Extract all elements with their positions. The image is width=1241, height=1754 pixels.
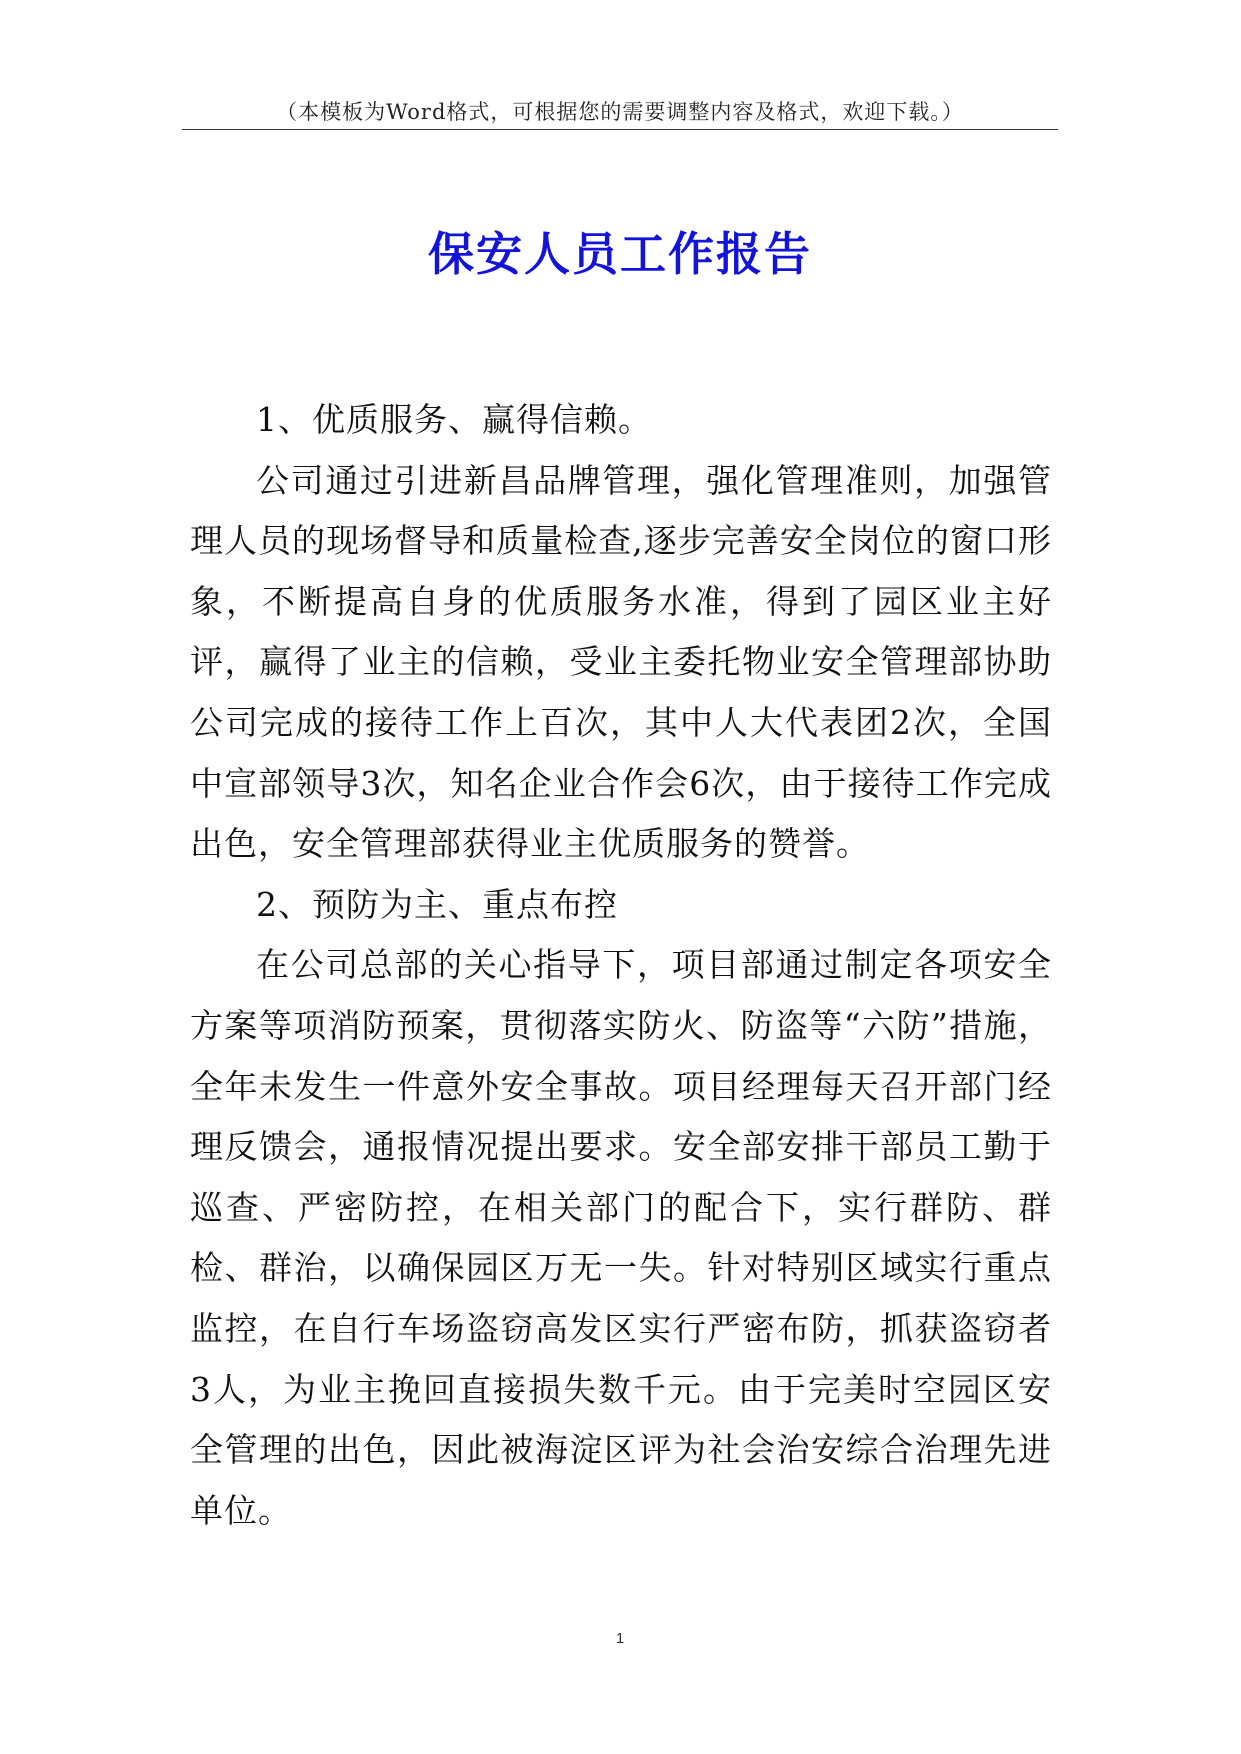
- section-heading-2: 2、预防为主、重点布控: [256, 884, 618, 924]
- document-title: 保安人员工作报告: [428, 227, 812, 281]
- section-paragraph-1: 公司通过引进新昌品牌管理，强化管理准则，加强管理人员的现场督导和质量检查,逐步完善安全岗位的窗口形象，不断提高自身的优质服务水准，得到了园区业主好评，赢得了业主的信赖，受业主委托物业安全管理部协助公司完成的接待工作上百次，其中人大代表团2次，全国中宣部领导3次，知名企业合作会6次，由于接待工作完成出色，安全管理部获得业主优质服务的赞誉。: [190, 460, 1052, 864]
- document-body: [190, 390, 1052, 1541]
- section-heading-1: 1、优质服务、赢得信赖。: [256, 400, 652, 439]
- header-note: （本模板为Word格式，可根据您的需要调整内容及格式，欢迎下载。）: [276, 100, 964, 124]
- header-divider: [182, 129, 1058, 130]
- section-paragraph-2: 在公司总部的关心指导下，项目部通过制定各项安全方案等项消防预案，贯彻落实防火、防盗等“六防”措施，全年未发生一件意外安全事故。项目经理每天召开部门经理反馈会，通报情况提出要求。安全部安排干部员工勤于巡查、严密防控，在相关部门的配合下，实行群防、群检、群治，以确保园区万无一失。针对特别区域实行重点监控，在自行车场盗窃高发区实行严密布防，抓获盗窃者3人，为业主挽回直接损失数千元。由于完美时空园区安全管理的出色，因此被海淀区评为社会治安综合治理先进单位。: [190, 945, 1052, 1530]
- page-number: 1: [615, 1630, 625, 1647]
